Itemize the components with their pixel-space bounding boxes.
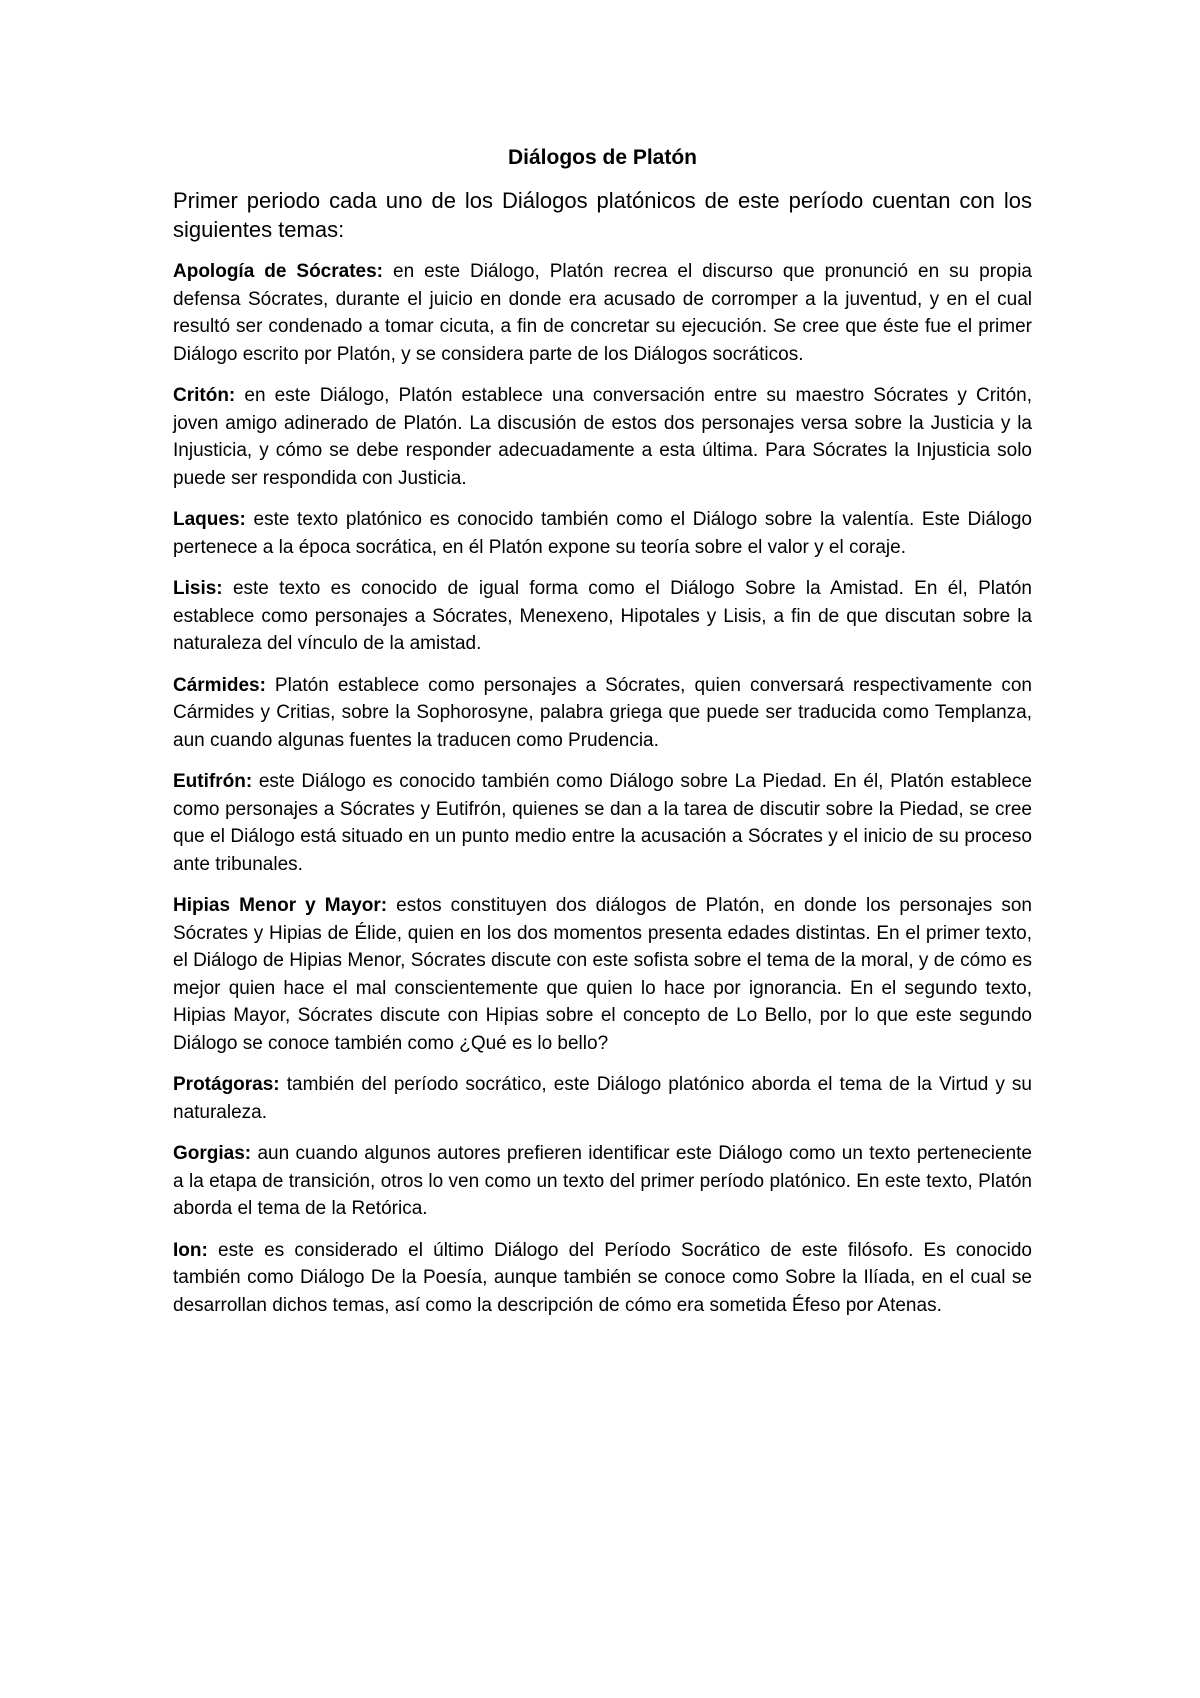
entry-term: Lisis:: [173, 578, 223, 599]
entry-carmides: [173, 672, 1032, 755]
entry-text: aun cuando algunos autores prefieren identificar este Diálogo como un texto perteneciente a la etapa de transición, otros lo ven como un texto del primer período platónico. En este texto, Platón aborda el tema de la Retórica.: [173, 1143, 1032, 1219]
entry-hipias: [173, 892, 1032, 1057]
entry-ion: [173, 1237, 1032, 1320]
entry-term: Protágoras:: [173, 1074, 280, 1095]
entry-gorgias: [173, 1140, 1032, 1223]
entry-text: este texto platónico es conocido también como el Diálogo sobre la valentía. Este Diálogo pertenece a la época socrática, en él Platón expone su teoría sobre el valor y el coraje.: [173, 509, 1032, 558]
document-title: Diálogos de Platón: [507, 146, 698, 169]
entry-laques: [173, 506, 1032, 561]
entry-protagoras: [173, 1071, 1032, 1126]
entry-term: Ion:: [173, 1239, 208, 1261]
entry-text: Platón establece como personajes a Sócrates, quien conversará respectivamente con Cármides y Critias, sobre la Sophorosyne, palabra griega que puede ser traducida como Templanza, aun cuando algunas fuentes la traducen como Prudencia.: [173, 674, 1032, 751]
entry-term: Critón:: [173, 385, 236, 406]
entry-term: Apología de Sócrates:: [173, 261, 384, 282]
entry-text: en este Diálogo, Platón recrea el discurso que pronunció en su propia defensa Sócrates, durante el juicio en donde era acusado de corromper a la juventud, y en el cual resultó ser condenado a tomar cicuta, a fin de concretar su ejecución. Se cree que éste fue el primer Diálogo escrito por Platón, y se considera parte de los Diálogos socráticos.: [173, 261, 1032, 365]
entry-eutifron: [173, 768, 1032, 878]
entry-apologia: [173, 258, 1032, 368]
entry-term: Eutifrón:: [173, 771, 253, 792]
entry-lisis: [173, 575, 1032, 658]
entry-text: estos constituyen dos diálogos de Platón, en donde los personajes son Sócrates y Hipias de Élide, quien en los dos momentos presenta edades distintas. En el primer texto, el Diálogo de Hipias Menor, Sócrates discute con este sofista sobre el tema de la moral, y de cómo es mejor quien hace el mal conscientemente que quien lo hace por ignorancia. En el segundo texto, Hipias Mayor, Sócrates discute con Hipias sobre el concepto de Lo Bello, por lo que este segundo Diálogo se conoce también como ¿Qué es lo bello?: [173, 895, 1032, 1054]
entry-term: Laques:: [173, 509, 246, 530]
intro-paragraph: Primer periodo cada uno de los Diálogos platónicos de este período cuentan con los siguientes temas:: [173, 188, 1032, 242]
entry-term: Cármides:: [173, 674, 266, 696]
entry-text: este es considerado el último Diálogo del Período Socrático de este filósofo. Es conocido también como Diálogo De la Poesía, aunque también se conoce como Sobre la Ilíada, en el cual se desarrollan dichos temas, así como la descripción de cómo era sometida Éfeso por Atenas.: [173, 1239, 1032, 1316]
entry-text: este Diálogo es conocido también como Diálogo sobre La Piedad. En él, Platón establece como personajes a Sócrates y Eutifrón, quienes se dan a la tarea de discutir sobre la Piedad, se cree que el Diálogo está situado en un punto medio entre la acusación a Sócrates y el inicio de su proceso ante tribunales.: [173, 771, 1032, 875]
entry-text: también del período socrático, este Diálogo platónico aborda el tema de la Virtud y su naturaleza.: [173, 1074, 1032, 1123]
entry-text: en este Diálogo, Platón establece una conversación entre su maestro Sócrates y Critón, joven amigo adinerado de Platón. La discusión de estos dos personajes versa sobre la Justicia y la Injusticia, y cómo se debe responder adecuadamente a esta última. Para Sócrates la Injusticia solo puede ser respondida con Justicia.: [173, 385, 1032, 489]
entry-term: Hipias Menor y Mayor:: [173, 895, 388, 916]
entry-term: Gorgias:: [173, 1143, 252, 1164]
entry-criton: [173, 382, 1032, 492]
entry-text: este texto es conocido de igual forma como el Diálogo Sobre la Amistad. En él, Platón establece como personajes a Sócrates, Menexeno, Hipotales y Lisis, a fin de que discutan sobre la naturaleza del vínculo de la amistad.: [173, 578, 1032, 654]
